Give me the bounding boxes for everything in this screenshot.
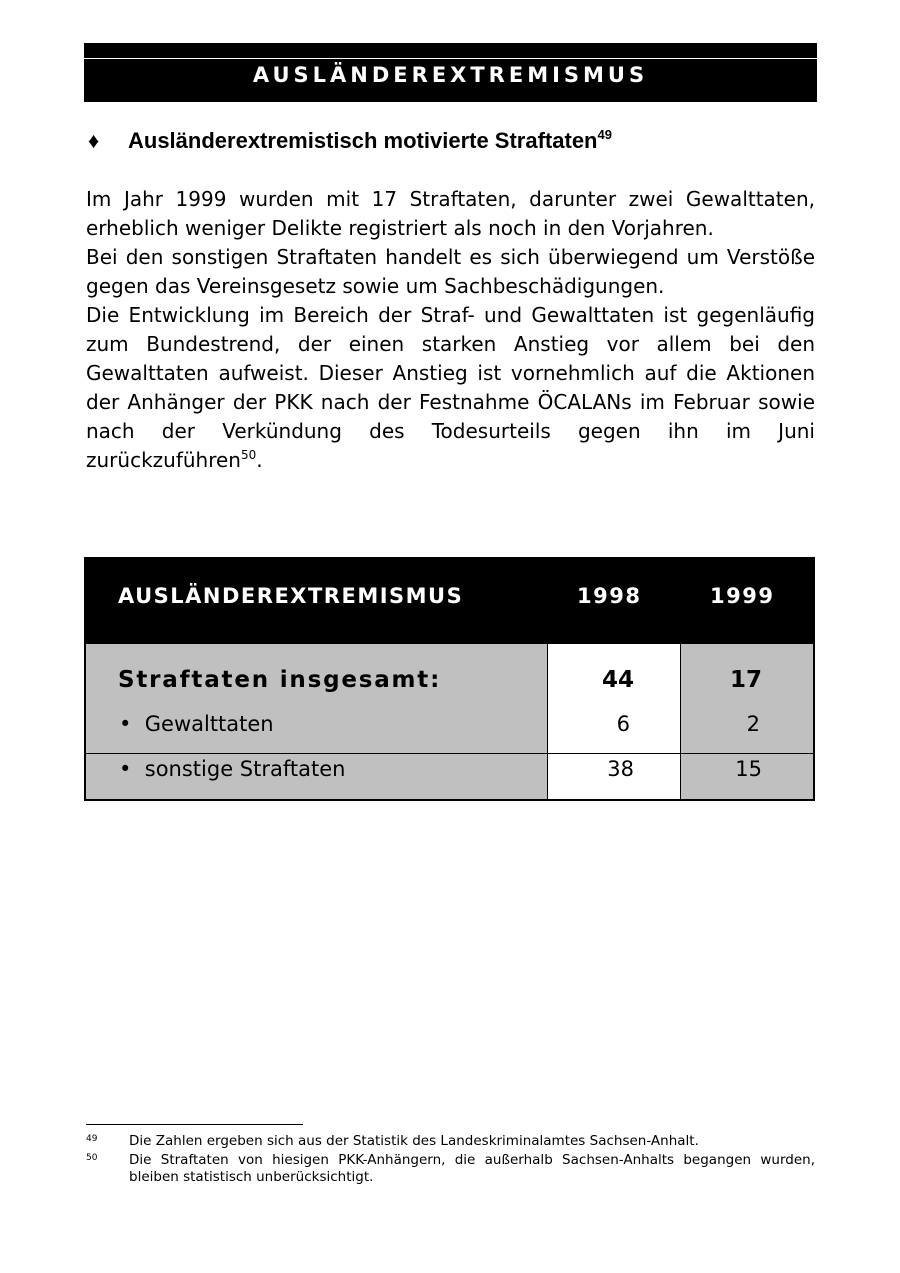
total-1998: 44	[601, 667, 634, 693]
paragraph-3-end: .	[256, 448, 263, 472]
row-label: sonstige Straftaten	[144, 757, 346, 781]
statistics-table	[84, 557, 815, 801]
row-value-1998: 6	[616, 712, 630, 736]
chapter-title: AUSLÄNDEREXTREMISMUS	[252, 63, 649, 87]
paragraph-3-text: Die Entwicklung im Bereich der Straf- und Gewalttaten ist gegenläufig zum Bundestrend, der einen starken Anstieg vor allem bei den Gewalttaten aufweist. Dieser Anstieg ist vornehmlich auf die Aktionen der Anhänger der PKK nach der Festnahme ÖCALANs im Februar sowie nach der Verkündung des Todesurteils gegen ihn im Juni zurückzuführen	[86, 303, 815, 472]
section-heading-text: Ausländerextremistisch motivierte Straftaten	[128, 128, 598, 153]
paragraph-2: Bei den sonstigen Straftaten handelt es sich überwiegend um Verstöße gegen das Vereinsgesetz sowie um Sachbeschädigungen.	[86, 245, 815, 298]
row-label: Gewalttaten	[144, 712, 274, 736]
bullet-icon: •	[119, 712, 132, 736]
row-divider	[86, 753, 813, 754]
total-label: Straftaten insgesamt:	[118, 667, 442, 693]
footnote-separator	[86, 1124, 303, 1125]
paragraph-3	[86, 301, 815, 475]
table-header	[84, 557, 815, 644]
bullet-icon: •	[119, 757, 132, 781]
footnote-text: Die Straftaten von hiesigen PKK-Anhängern, die außerhalb Sachsen-Anhalts begangen wurden, bleiben statistisch unberücksichtigt.	[129, 1152, 815, 1185]
total-1999: 17	[729, 667, 762, 693]
footnote-50	[86, 1152, 815, 1186]
row-value-1999: 2	[746, 712, 760, 736]
footnote-ref-50[interactable]: 50	[240, 448, 257, 462]
section-heading	[88, 126, 818, 156]
footnote-mark: 49	[86, 1134, 98, 1144]
row-value-1998: 38	[607, 757, 634, 781]
header-label: AUSLÄNDEREXTREMISMUS	[118, 584, 464, 608]
table-row	[119, 757, 345, 781]
footnote-ref-49[interactable]: 49	[597, 127, 612, 142]
row-value-1999: 15	[735, 757, 762, 781]
table-row	[119, 712, 274, 736]
body-text	[86, 185, 815, 475]
footnote-text: Die Zahlen ergeben sich aus der Statistik des Landeskriminalamtes Sachsen-Anhalt.	[129, 1133, 699, 1149]
header-1998: 1998	[577, 584, 642, 608]
diamond-bullet-icon: ♦	[88, 128, 100, 153]
chapter-banner	[84, 43, 817, 102]
paragraph-1: Im Jahr 1999 wurden mit 17 Straftaten, darunter zwei Gewalttaten, erheblich weniger Delikte registriert als noch in den Vorjahren.	[86, 187, 815, 240]
table-body	[84, 644, 815, 801]
footnote-mark: 50	[86, 1153, 98, 1163]
footnote-49	[86, 1133, 815, 1150]
header-1999: 1999	[710, 584, 775, 608]
